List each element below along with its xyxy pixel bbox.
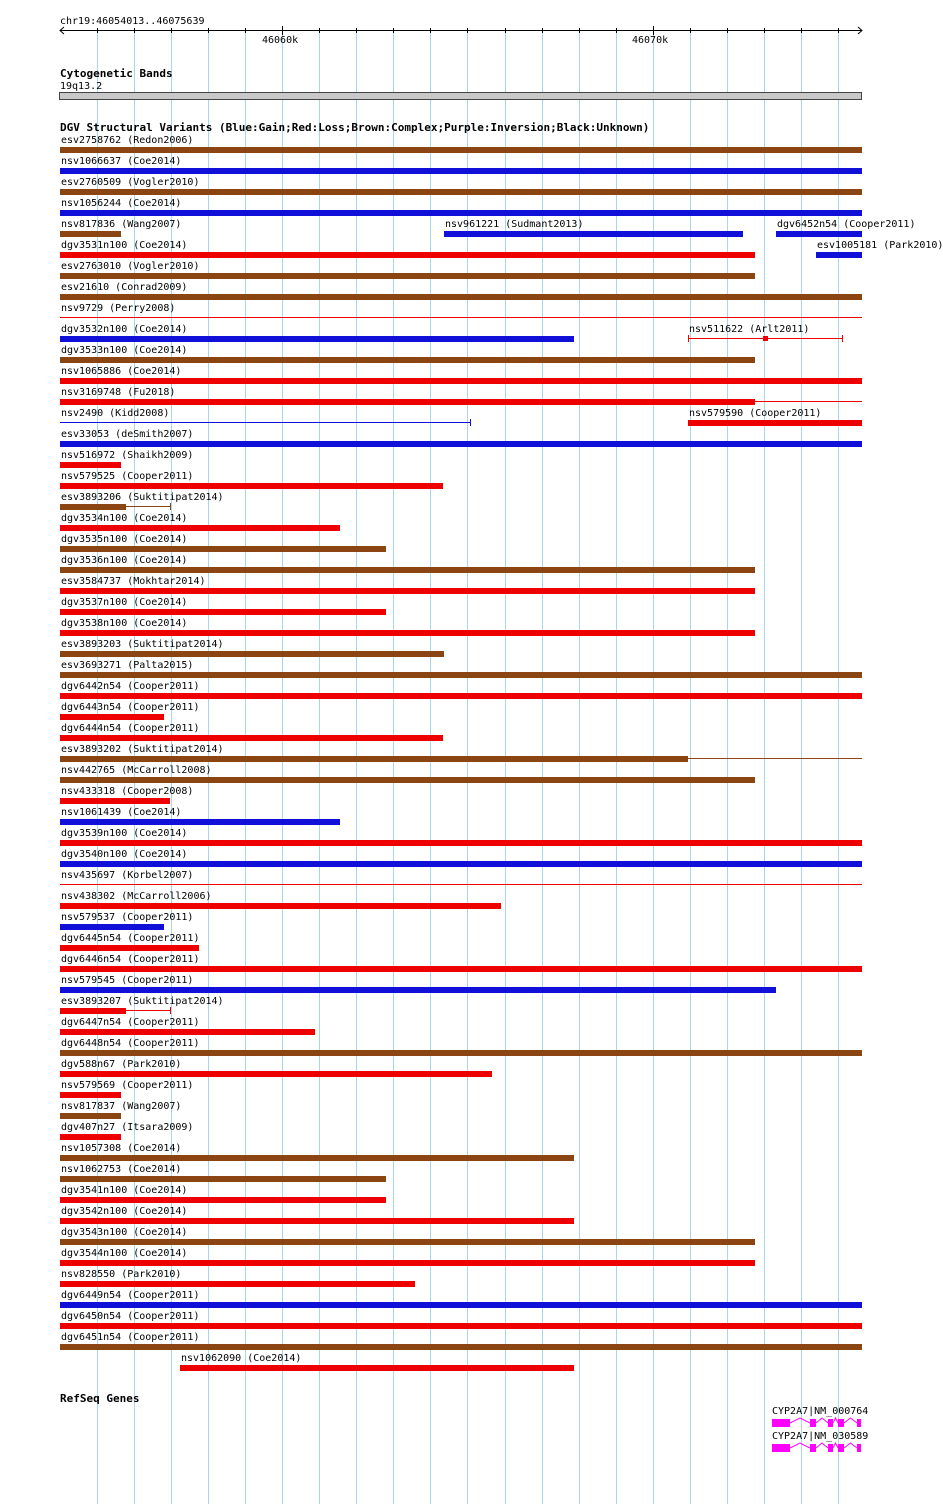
gene-label: CYP2A7|NM_030589 <box>772 1431 869 1442</box>
variant-label: dgv6446n54 (Cooper2011) <box>61 954 200 965</box>
variant-label: dgv588n67 (Park2010) <box>61 1059 182 1070</box>
variant-label: nsv1062753 (Coe2014) <box>61 1164 182 1175</box>
variant-label: esv21610 (Conrad2009) <box>61 282 188 293</box>
variant-label: dgv6444n54 (Cooper2011) <box>61 723 200 734</box>
gene-intron <box>833 1443 838 1448</box>
variant-bar[interactable] <box>60 1113 121 1119</box>
variant-tail-line[interactable] <box>755 401 862 402</box>
variant-label: esv2758762 (Redon2006) <box>61 135 194 146</box>
variant-label: dgv6447n54 (Cooper2011) <box>61 1017 200 1028</box>
variant-bar[interactable] <box>60 504 126 510</box>
variant-label: nsv579537 (Cooper2011) <box>61 912 194 923</box>
variant-label: nsv1065886 (Coe2014) <box>61 366 182 377</box>
variant-bar[interactable] <box>60 987 776 993</box>
variant-bar[interactable] <box>60 1260 755 1266</box>
variant-bar[interactable] <box>60 798 170 804</box>
variant-bar[interactable] <box>60 168 862 174</box>
variant-label: nsv433318 (Cooper2008) <box>61 786 194 797</box>
variant-bar[interactable] <box>60 966 862 972</box>
gene-exon <box>838 1419 844 1427</box>
variant-label: esv3893207 (Suktitipat2014) <box>61 996 224 1007</box>
refseq-track-title: RefSeq Genes <box>60 1392 140 1405</box>
variant-bar[interactable] <box>60 483 443 489</box>
variant-label: esv3893203 (Suktitipat2014) <box>61 639 224 650</box>
variant-label: nsv1061439 (Coe2014) <box>61 807 182 818</box>
ruler-tick-label-1: 46060k <box>262 35 299 46</box>
variant-bar[interactable] <box>60 1155 574 1161</box>
variant-bar[interactable] <box>60 567 755 573</box>
variant-bar[interactable] <box>60 630 755 636</box>
variant-bar[interactable] <box>60 1302 862 1308</box>
variant-label: nsv1056244 (Coe2014) <box>61 198 182 209</box>
variant-label: nsv961221 (Sudmant2013) <box>445 219 584 230</box>
variant-label: dgv3542n100 (Coe2014) <box>61 1206 188 1217</box>
variant-label: nsv442765 (McCarroll2008) <box>61 765 212 776</box>
gene-exon <box>810 1444 816 1452</box>
variant-label: nsv1057308 (Coe2014) <box>61 1143 182 1154</box>
variant-label: dgv3535n100 (Coe2014) <box>61 534 188 545</box>
variant-label: dgv3543n100 (Coe2014) <box>61 1227 188 1238</box>
variant-bar[interactable] <box>60 273 755 279</box>
gene-intron <box>816 1443 828 1448</box>
variant-bar[interactable] <box>60 1071 492 1077</box>
gene-exon <box>810 1419 816 1427</box>
variant-label: nsv828550 (Park2010) <box>61 1269 182 1280</box>
variant-bar[interactable] <box>60 525 340 531</box>
variant-bar[interactable] <box>60 840 862 846</box>
variant-bar[interactable] <box>60 441 862 447</box>
variant-bar[interactable] <box>180 1365 574 1371</box>
variant-label: nsv511622 (Arlt2011) <box>689 324 810 335</box>
gene-exon <box>828 1444 833 1452</box>
dgv-track-title: DGV Structural Variants (Blue:Gain;Red:Loss;Brown:Complex;Purple:Inversion;Black:Unknown) <box>60 121 650 134</box>
variant-label: dgv407n27 (Itsara2009) <box>61 1122 194 1133</box>
variant-label: dgv3539n100 (Coe2014) <box>61 828 188 839</box>
gene-intron <box>790 1418 810 1423</box>
variant-label: nsv2490 (Kidd2008) <box>61 408 170 419</box>
variant-label: nsv817836 (Wang2007) <box>61 219 182 230</box>
cytoband-label: 19q13.2 <box>60 81 103 92</box>
variant-label: esv3693271 (Palta2015) <box>61 660 194 671</box>
variant-label: dgv3541n100 (Coe2014) <box>61 1185 188 1196</box>
variant-label: dgv6442n54 (Cooper2011) <box>61 681 200 692</box>
variant-bar[interactable] <box>60 1323 862 1329</box>
variant-bar[interactable] <box>60 357 755 363</box>
variant-label: nsv579569 (Cooper2011) <box>61 1080 194 1091</box>
variant-bar[interactable] <box>60 1134 121 1140</box>
variant-label: esv2763010 (Vogler2010) <box>61 261 200 272</box>
gene-model[interactable] <box>772 1442 865 1454</box>
variant-label: dgv6445n54 (Cooper2011) <box>61 933 200 944</box>
variant-bar[interactable] <box>60 189 862 195</box>
variant-span-line[interactable] <box>60 317 862 318</box>
variant-bar[interactable] <box>60 945 199 951</box>
variant-bar[interactable] <box>60 588 755 594</box>
variant-label: nsv579545 (Cooper2011) <box>61 975 194 986</box>
variant-bar[interactable] <box>60 1197 386 1203</box>
variant-label: nsv579590 (Cooper2011) <box>689 408 822 419</box>
variant-label: esv33053 (deSmith2007) <box>61 429 194 440</box>
variant-bar[interactable] <box>60 462 121 468</box>
variant-span-line[interactable] <box>60 884 862 885</box>
variant-label: dgv3531n100 (Coe2014) <box>61 240 188 251</box>
variant-bar[interactable] <box>60 210 862 216</box>
variant-end-tick <box>470 419 471 426</box>
variant-tail-line[interactable] <box>126 1010 170 1011</box>
cytoband-ideogram[interactable] <box>59 92 862 100</box>
variant-bar[interactable] <box>60 399 755 405</box>
variant-label: nsv438302 (McCarroll2006) <box>61 891 212 902</box>
variant-bar[interactable] <box>444 231 743 237</box>
variant-end-tick <box>170 503 171 510</box>
variant-bar[interactable] <box>60 1050 862 1056</box>
variant-span-line[interactable] <box>60 422 471 423</box>
variant-label: nsv817837 (Wang2007) <box>61 1101 182 1112</box>
variant-label: esv2760509 (Vogler2010) <box>61 177 200 188</box>
variant-bar[interactable] <box>60 672 862 678</box>
variant-core-block[interactable] <box>763 336 768 341</box>
variant-label: dgv6452n54 (Cooper2011) <box>777 219 916 230</box>
variant-bar[interactable] <box>60 714 164 720</box>
gene-exon <box>857 1444 861 1452</box>
variant-bar[interactable] <box>60 903 501 909</box>
gene-label: CYP2A7|NM_000764 <box>772 1406 869 1417</box>
variant-label: nsv516972 (Shaikh2009) <box>61 450 194 461</box>
variant-bar[interactable] <box>60 777 755 783</box>
variant-bar[interactable] <box>60 1029 315 1035</box>
variant-label: nsv579525 (Cooper2011) <box>61 471 194 482</box>
variant-end-tick <box>842 335 843 342</box>
gene-intron <box>844 1418 857 1423</box>
variant-bar[interactable] <box>60 1092 121 1098</box>
variant-label: dgv6449n54 (Cooper2011) <box>61 1290 200 1301</box>
variant-label: dgv3534n100 (Coe2014) <box>61 513 188 524</box>
variant-bar[interactable] <box>60 609 386 615</box>
ruler-tick-label-2: 46070k <box>632 35 669 46</box>
variant-label: dgv3536n100 (Coe2014) <box>61 555 188 566</box>
gene-intron <box>833 1418 838 1423</box>
variant-label: dgv6451n54 (Cooper2011) <box>61 1332 200 1343</box>
gene-exon <box>838 1444 844 1452</box>
variant-bar[interactable] <box>60 1008 126 1014</box>
variant-bar[interactable] <box>60 336 574 342</box>
variant-label: nsv1062090 (Coe2014) <box>181 1353 302 1364</box>
gene-exon <box>857 1419 861 1427</box>
variant-bar[interactable] <box>60 924 164 930</box>
variant-end-tick <box>688 335 689 342</box>
region-coordinates: chr19:46054013..46075639 <box>60 16 205 27</box>
variant-label: dgv6448n54 (Cooper2011) <box>61 1038 200 1049</box>
variant-bar[interactable] <box>60 1218 574 1224</box>
cytoband-track-title: Cytogenetic Bands <box>60 67 173 80</box>
variant-label: dgv3540n100 (Coe2014) <box>61 849 188 860</box>
variant-bar[interactable] <box>60 651 444 657</box>
variant-bar[interactable] <box>60 147 862 153</box>
variant-label: dgv3533n100 (Coe2014) <box>61 345 188 356</box>
gene-exon <box>828 1419 833 1427</box>
variant-bar[interactable] <box>60 756 688 762</box>
variant-bar[interactable] <box>60 1239 755 1245</box>
variant-bar[interactable] <box>60 1344 862 1350</box>
variant-label: dgv3537n100 (Coe2014) <box>61 597 188 608</box>
variant-bar[interactable] <box>60 378 862 384</box>
variant-label: esv3893206 (Suktitipat2014) <box>61 492 224 503</box>
variant-label: dgv3532n100 (Coe2014) <box>61 324 188 335</box>
variant-bar[interactable] <box>60 819 340 825</box>
variant-label: dgv6443n54 (Cooper2011) <box>61 702 200 713</box>
variant-label: esv3584737 (Mokhtar2014) <box>61 576 206 587</box>
variant-bar[interactable] <box>60 546 386 552</box>
variant-label: esv1005181 (Park2010) <box>817 240 943 251</box>
variant-bar[interactable] <box>688 420 862 426</box>
variant-tail-line[interactable] <box>688 758 862 759</box>
variant-label: dgv6450n54 (Cooper2011) <box>61 1311 200 1322</box>
variant-label: nsv3169748 (Fu2018) <box>61 387 176 398</box>
variant-label: nsv1066637 (Coe2014) <box>61 156 182 167</box>
variant-label: esv3893202 (Suktitipat2014) <box>61 744 224 755</box>
gene-intron <box>790 1443 810 1448</box>
variant-bar[interactable] <box>60 231 121 237</box>
variant-bar[interactable] <box>60 1176 386 1182</box>
gene-intron <box>844 1443 857 1448</box>
gene-exon <box>772 1419 790 1427</box>
variant-label: dgv3544n100 (Coe2014) <box>61 1248 188 1259</box>
variant-tail-line[interactable] <box>126 506 170 507</box>
variant-bar[interactable] <box>60 735 443 741</box>
variant-bar[interactable] <box>60 294 862 300</box>
gene-model[interactable] <box>772 1417 865 1429</box>
variant-bar[interactable] <box>60 861 862 867</box>
variant-bar[interactable] <box>776 231 862 237</box>
variant-bar[interactable] <box>816 252 862 258</box>
gene-intron <box>816 1418 828 1423</box>
variant-label: nsv435697 (Korbel2007) <box>61 870 194 881</box>
variant-bar[interactable] <box>60 1281 415 1287</box>
variant-bar[interactable] <box>60 252 755 258</box>
gene-exon <box>772 1444 790 1452</box>
variant-label: dgv3538n100 (Coe2014) <box>61 618 188 629</box>
variant-bar[interactable] <box>60 693 862 699</box>
variant-end-tick <box>170 1007 171 1014</box>
variant-label: nsv9729 (Perry2008) <box>61 303 176 314</box>
